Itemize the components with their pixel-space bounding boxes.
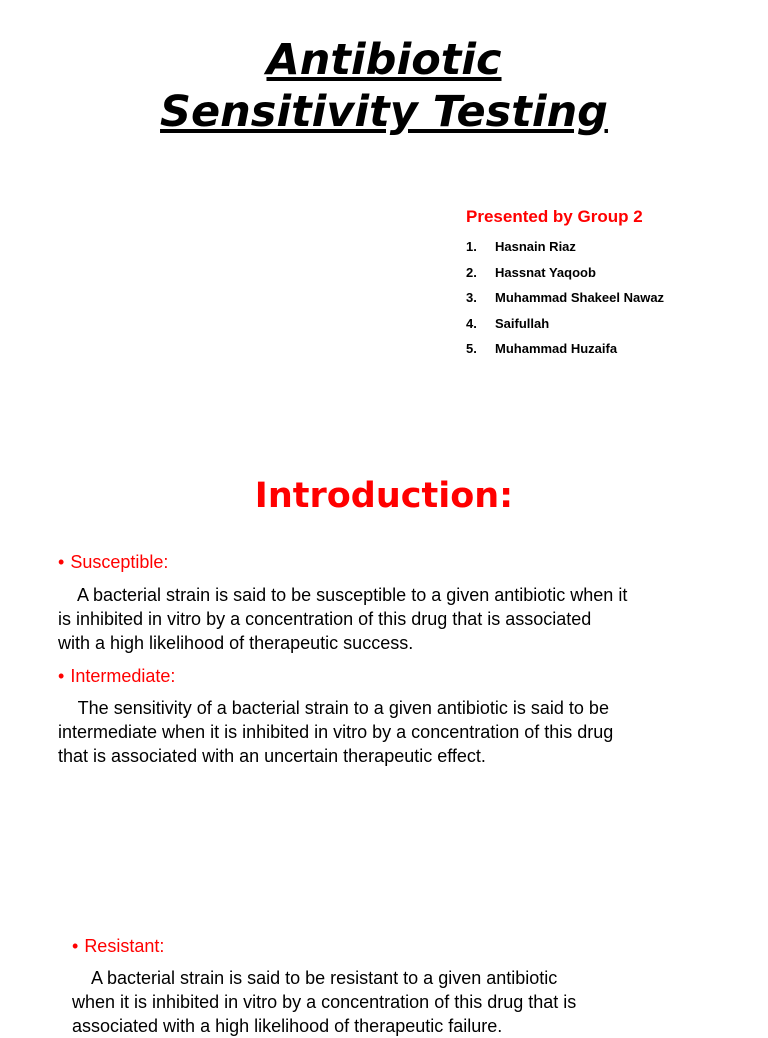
definition-susceptible: [58, 583, 728, 655]
member-name: Hassnat Yaqoob: [495, 264, 596, 280]
title-line-2: Sensitivity Testing: [160, 87, 608, 137]
section-title: Introduction:: [254, 476, 514, 516]
presenter-block: [466, 205, 756, 362]
presenter-heading: Presented by Group 2: [466, 207, 643, 226]
member-name: Muhammad Huzaifa: [495, 341, 618, 356]
member-number: 2.: [466, 264, 477, 280]
definition-intermediate: [58, 696, 728, 768]
definition-resistant: [72, 966, 742, 1038]
member-name: Saifullah: [495, 315, 550, 331]
definition-line: A bacterial strain is said to be susceptible to a given antibiotic when it: [58, 585, 628, 605]
definition-line: with a high likelihood of therapeutic success.: [58, 633, 414, 653]
term-label: Susceptible:: [70, 552, 169, 572]
bullet-icon: •: [58, 552, 65, 572]
definition-line: intermediate when it is inhibited in vitro by a concentration of this drug: [58, 722, 614, 742]
member-number: 4.: [466, 315, 477, 331]
list-item: [466, 285, 756, 311]
list-item: [466, 260, 756, 286]
title-slide: [0, 0, 768, 430]
term-resistant: [72, 934, 164, 958]
member-number: 1.: [466, 239, 477, 254]
term-intermediate: [58, 664, 175, 688]
member-number: 3.: [466, 290, 477, 305]
definition-line: The sensitivity of a bacterial strain to a given antibiotic is said to be: [58, 698, 609, 718]
term-label: Intermediate:: [70, 666, 176, 686]
definition-line: A bacterial strain is said to be resistant to a given antibiotic: [72, 968, 558, 988]
definition-line: that is associated with an uncertain therapeutic effect.: [58, 746, 486, 766]
bullet-icon: •: [72, 936, 79, 956]
member-name: Muhammad Shakeel Nawaz: [495, 290, 665, 305]
term-label: Resistant:: [84, 936, 165, 956]
definition-line: associated with a high likelihood of therapeutic failure.: [72, 1016, 503, 1036]
member-list: [466, 234, 756, 362]
member-name: Hasnain Riaz: [495, 239, 576, 254]
presentation-title: [0, 34, 768, 138]
term-susceptible: [58, 550, 168, 574]
definition-line: is inhibited in vitro by a concentration of this drug that is associated: [58, 609, 592, 629]
list-item: [466, 336, 756, 362]
definition-line: when it is inhibited in vitro by a concentration of this drug that is: [72, 992, 577, 1012]
list-item: [466, 234, 756, 260]
list-item: [466, 311, 756, 337]
bullet-icon: •: [58, 666, 65, 686]
title-line-1: Antibiotic: [266, 35, 502, 85]
resistant-slide: [0, 860, 768, 1036]
introduction-slide: [0, 430, 768, 860]
member-number: 5.: [466, 341, 477, 356]
